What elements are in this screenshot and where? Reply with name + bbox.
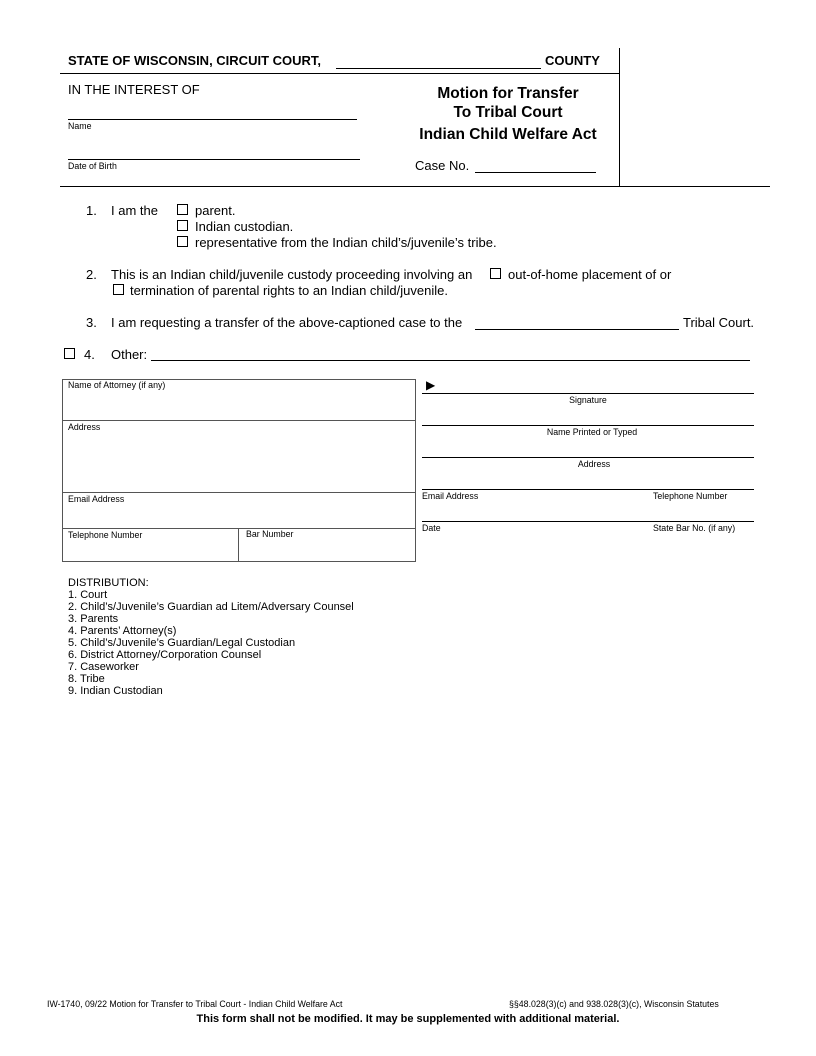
list-item: 5. Child’s/Juvenile’s Guardian/Legal Custodian <box>68 637 296 649</box>
footer-notice: This form shall not be modified. It may be supplemented with additional material. <box>196 1013 620 1025</box>
printed-name-label: Name Printed or Typed <box>546 427 638 437</box>
item4-label: Other: <box>111 347 148 362</box>
header-divider <box>60 73 620 74</box>
attorney-phone-input[interactable] <box>68 544 233 562</box>
attorney-row-divider-1 <box>62 420 416 421</box>
indian-custodian-option-label: Indian custodian. <box>195 219 294 234</box>
parent-option-label: parent. <box>195 203 236 218</box>
county-label: COUNTY <box>545 53 600 68</box>
item2-number: 2. <box>86 267 97 282</box>
sig-email-label: Email Address <box>422 491 479 501</box>
form-title-line1: Motion for Transfer <box>437 85 579 102</box>
item3-text: I am requesting a transfer of the above-captioned case to the <box>111 315 463 330</box>
tribal-court-input[interactable] <box>477 314 677 332</box>
sig-date-label: Date <box>422 523 441 533</box>
court-prefix: STATE OF WISCONSIN, CIRCUIT COURT, <box>68 53 322 68</box>
list-item: 9. Indian Custodian <box>68 685 163 697</box>
case-no-input[interactable] <box>477 157 595 175</box>
attorney-name-label: Name of Attorney (if any) <box>68 380 166 390</box>
attorney-bar-label: Bar Number <box>246 529 294 539</box>
form-title-line2: To Tribal Court <box>453 104 563 121</box>
item1-number: 1. <box>86 203 97 218</box>
interest-label: IN THE INTEREST OF <box>68 82 200 97</box>
list-item: 7. Caseworker <box>68 661 139 673</box>
other-input[interactable] <box>153 345 748 363</box>
distribution-section <box>68 577 354 697</box>
item1-lead: I am the <box>111 203 158 218</box>
case-no-label: Case No. <box>415 158 470 173</box>
header-bottom-rule <box>60 186 770 187</box>
attorney-bar-input[interactable] <box>246 544 408 562</box>
other-checkbox[interactable] <box>64 348 75 359</box>
attorney-col-divider <box>238 528 239 562</box>
attorney-row-divider-2 <box>62 492 416 493</box>
sig-address-input[interactable] <box>424 441 752 459</box>
out-of-home-placement-label: out-of-home placement of or <box>508 267 672 282</box>
list-item: 4. Parents’ Attorney(s) <box>68 625 177 637</box>
sig-date-input[interactable] <box>424 505 574 523</box>
item3-suffix: Tribal Court. <box>683 315 755 330</box>
tribe-representative-option-label: representative from the Indian child’s/juvenile’s tribe. <box>195 235 497 250</box>
list-item: 1. Court <box>68 589 108 601</box>
attorney-address-input[interactable] <box>68 436 408 486</box>
statutes: §§48.028(3)(c) and 938.028(3)(c), Wisconsin Statutes <box>509 999 719 1009</box>
parent-checkbox[interactable] <box>177 204 188 215</box>
item4-number: 4. <box>84 347 95 362</box>
termination-label: termination of parental rights to an Indian child/juvenile. <box>130 283 448 298</box>
signature-line[interactable] <box>422 393 754 394</box>
list-item: 8. Tribe <box>68 673 105 685</box>
signature-label: Signature <box>569 395 607 405</box>
list-item: 2. Child’s/Juvenile’s Guardian ad Litem/Adversary Counsel <box>68 601 354 613</box>
out-of-home-placement-checkbox[interactable] <box>490 268 501 279</box>
name-label: Name <box>68 121 92 131</box>
printed-name-input[interactable] <box>424 409 752 427</box>
attorney-name-input[interactable] <box>68 396 408 414</box>
termination-checkbox[interactable] <box>113 284 124 295</box>
list-item: 6. District Attorney/Corporation Counsel <box>68 649 262 661</box>
sig-email-input[interactable] <box>424 473 752 491</box>
sig-phone-label: Telephone Number <box>653 491 728 501</box>
child-name-input[interactable] <box>68 102 353 120</box>
form-title-line3: Indian Child Welfare Act <box>419 126 597 143</box>
signature-arrow-icon: ▶ <box>426 378 436 392</box>
dob-input[interactable] <box>68 142 353 160</box>
item3-number: 3. <box>86 315 97 330</box>
form-id: IW-1740, 09/22 Motion for Transfer to Tribal Court - Indian Child Welfare Act <box>47 999 343 1009</box>
dob-label: Date of Birth <box>68 161 117 171</box>
item2-text: This is an Indian child/juvenile custody proceeding involving an <box>111 267 473 282</box>
sig-state-bar-label: State Bar No. (if any) <box>653 523 736 533</box>
distribution-heading: DISTRIBUTION: <box>68 577 149 589</box>
attorney-row-divider-3 <box>62 528 416 529</box>
attorney-email-input[interactable] <box>68 508 408 526</box>
attorney-address-label: Address <box>68 422 101 432</box>
sig-address-label: Address <box>577 459 611 469</box>
attorney-email-label: Email Address <box>68 494 125 504</box>
sig-state-bar-input[interactable] <box>655 505 752 523</box>
attorney-phone-label: Telephone Number <box>68 530 143 540</box>
list-item: 3. Parents <box>68 613 119 625</box>
county-input[interactable] <box>338 53 538 71</box>
tribe-representative-checkbox[interactable] <box>177 236 188 247</box>
indian-custodian-checkbox[interactable] <box>177 220 188 231</box>
